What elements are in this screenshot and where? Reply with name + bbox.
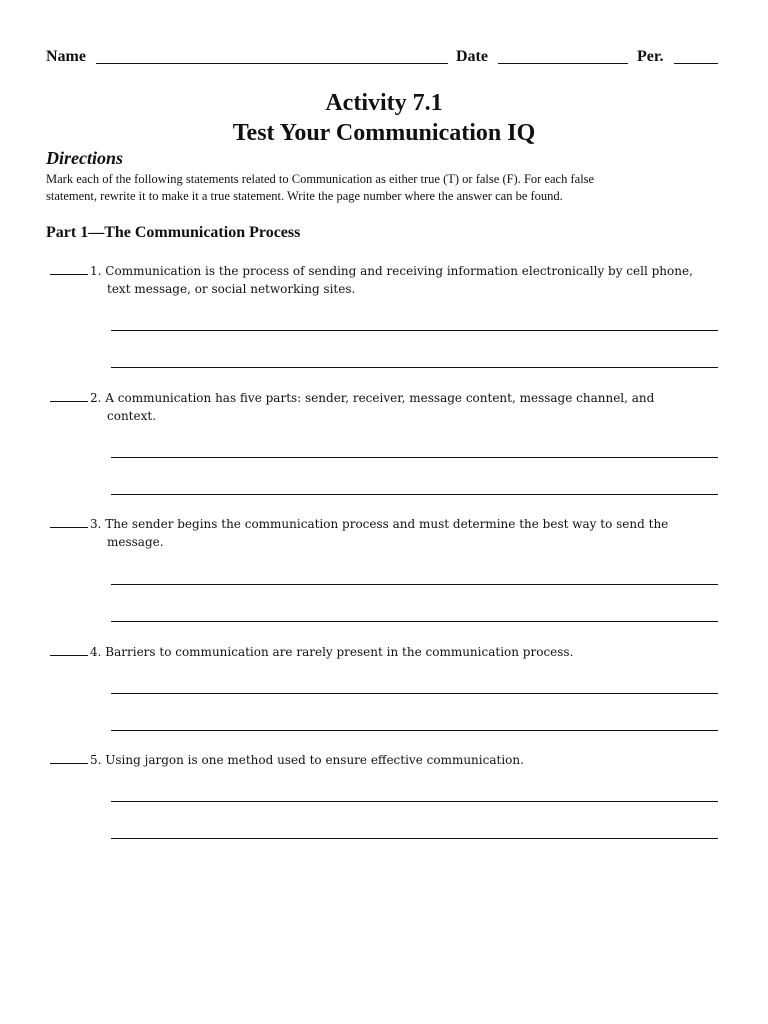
question-number: 5. [90,753,102,767]
answer-line[interactable] [111,367,718,368]
directions-heading: Directions [46,148,124,168]
question-text: context. [107,409,157,423]
name-field[interactable] [96,63,448,64]
question-text: A communication has five parts: sender, receiver, message content, message channel, and [105,391,655,405]
question-text: text message, or social networking sites. [107,282,356,296]
answer-line[interactable] [111,457,718,458]
question-number: 2. [90,391,102,405]
answer-blank[interactable] [50,643,88,656]
question-text: Communication is the process of sending and receiving information electronically by cell phone, [105,264,693,278]
question-3 [50,515,730,551]
question-4 [50,643,730,661]
question-text: Barriers to communication are rarely present in the communication process. [105,645,574,659]
question-text: message. [107,535,164,549]
question-5 [50,751,730,769]
directions-text-line: Mark each of the following statements related to Communication as either true (T) or false (F). For each false [46,172,595,186]
question-text: The sender begins the communication process and must determine the best way to send the [105,517,669,531]
answer-line[interactable] [111,801,718,802]
activity-subtitle: Test Your Communication IQ [232,120,536,146]
answer-line[interactable] [111,621,718,622]
directions-text-line: statement, rewrite it to make it a true statement. Write the page number where the answer can be found. [46,188,563,203]
part-heading: Part 1—The Communication Process [46,224,301,241]
answer-blank[interactable] [50,389,88,402]
header-row [46,46,718,68]
question-number: 4. [90,645,102,659]
date-label: Date [456,48,488,65]
name-label: Name [46,48,86,65]
question-number: 3. [90,517,102,531]
period-label: Per. [637,48,664,65]
answer-blank[interactable] [50,515,88,528]
answer-line[interactable] [111,838,718,839]
period-field[interactable] [674,63,718,64]
question-number: 1. [90,264,102,278]
date-field[interactable] [498,63,628,64]
answer-line[interactable] [111,693,718,694]
directions-text [46,171,726,204]
question-2 [50,389,730,425]
answer-line[interactable] [111,494,718,495]
answer-blank[interactable] [50,262,88,275]
question-1 [50,262,730,298]
answer-line[interactable] [111,330,718,331]
activity-title: Activity 7.1 [325,90,443,116]
answer-blank[interactable] [50,751,88,764]
question-text: Using jargon is one method used to ensure effective communication. [105,753,524,767]
answer-line[interactable] [111,730,718,731]
answer-line[interactable] [111,584,718,585]
